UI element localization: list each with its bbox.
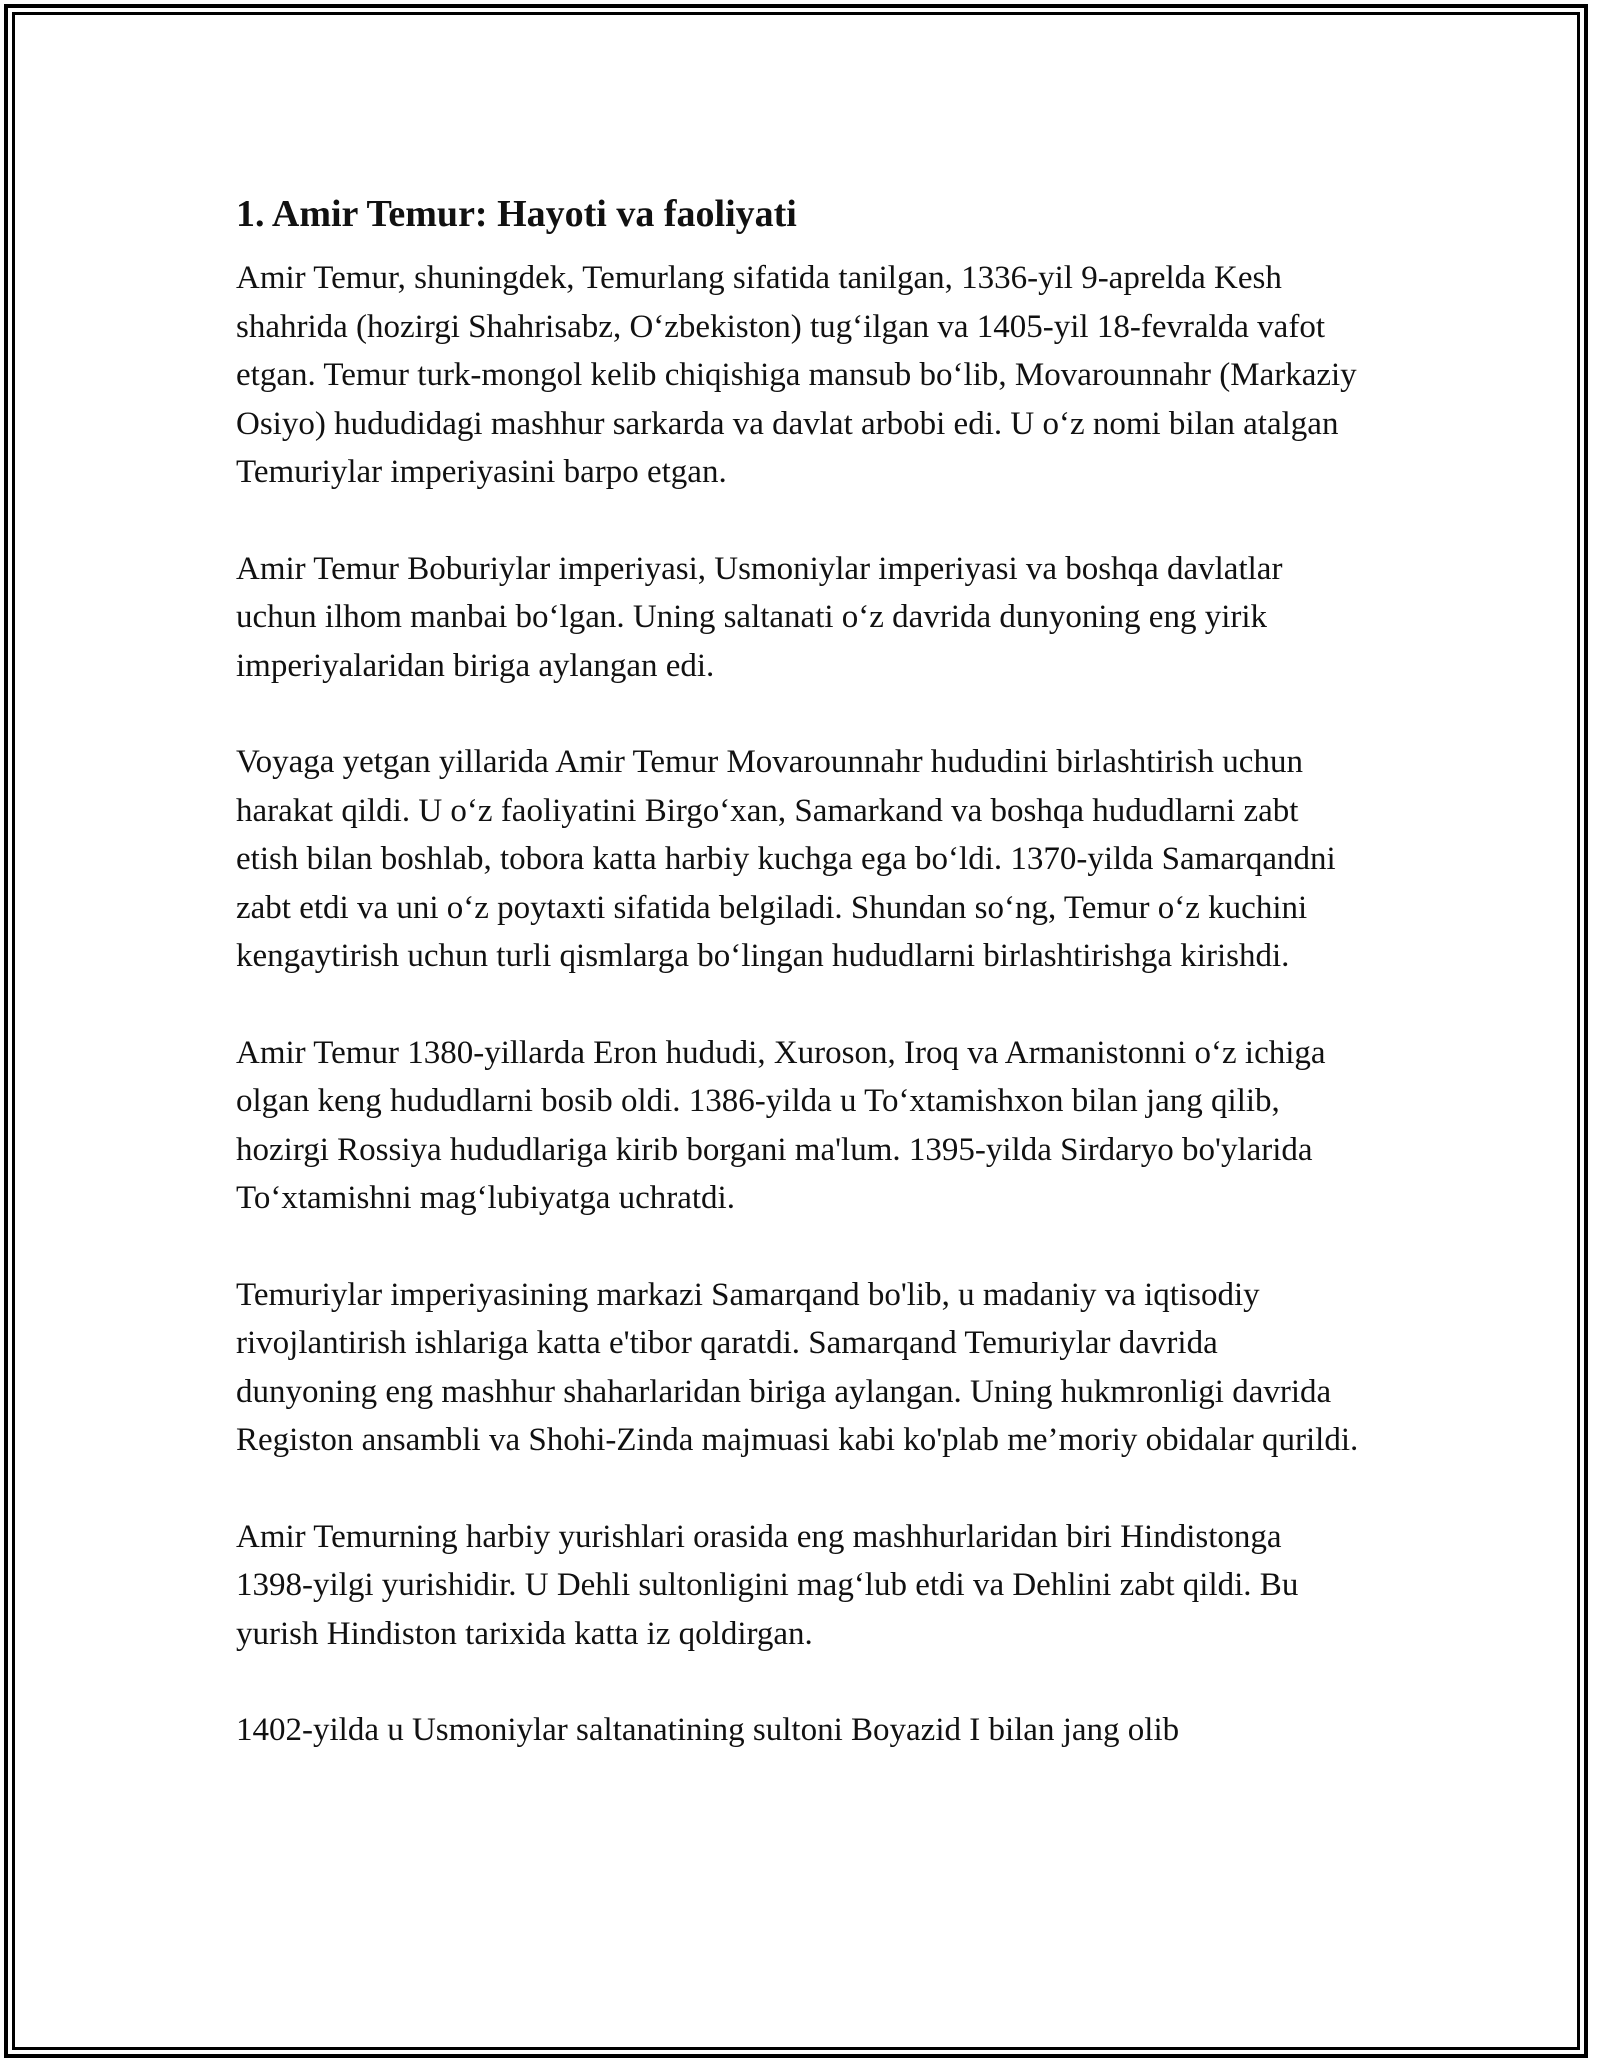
paragraph-ottoman-war: 1402-yilda u Usmoniylar saltanatining sultoni Boyazid I bilan jang olib [236,1712,1180,1748]
paragraph-india-campaign: Amir Temurning harbiy yurishlari orasida eng mashhurlaridan biri Hindistonga 1398-yilgi yurishidir. U Dehli sultonligini mag‘lub etdi va Dehlini zabt qildi. Bu yurish Hindiston tarixida katta iz qoldirgan. [236,1518,1299,1652]
paragraph-inspiration: Amir Temur Boburiylar imperiyasi, Usmoniylar imperiyasi va boshqa davlatlar uchun ilhom manbai bo‘lgan. Uning saltanati o‘z davrida dunyoning eng yirik imperiyalaridan biriga aylangan edi. [236,550,1283,684]
paragraph-samarqand: Temuriylar imperiyasining markazi Samarqand bo'lib, u madaniy va iqtisodiy rivojlantirish ishlariga katta e'tibor qaratdi. Samarqand Temuriylar davrida dunyoning eng mashhur shaharlaridan biriga aylangan. Uning hukmronligi davrida Registon ansambli va Shohi-Zinda majmuasi kabi ko'plab me’moriy obidalar qurildi. [236,1276,1359,1458]
document-body [236,188,1366,1803]
section-title: 1. Amir Temur: Hayoti va faoliyati [236,193,797,235]
paragraph-conquests: Amir Temur 1380-yillarda Eron hududi, Xuroson, Iroq va Armanistonni o‘z ichiga olgan keng hududlarni bosib oldi. 1386-yilda u To‘xtamishxon bilan jang qilib, hozirgi Rossiya hududlariga kirib borgani ma'lum. 1395-yilda Sirdaryo bo'ylarida To‘xtamishni mag‘lubiyatga uchratdi. [236,1034,1326,1216]
paragraph-early-life: Amir Temur, shuningdek, Temurlang sifatida tanilgan, 1336-yil 9-aprelda Kesh shahrida (hozirgi Shahrisabz, O‘zbekiston) tug‘ilgan va 1405-yil 18-fevralda vafot etgan. Temur turk-mongol kelib chiqishiga mansub bo‘lib, Movarounnahr (Markaziy Osiyo) hududidagi mashhur sarkarda va davlat arbobi edi. U o‘z nomi bilan atalgan Temuriylar imperiyasini barpo etgan. [236,260,1357,490]
paragraph-unification: Voyaga yetgan yillarida Amir Temur Movarounnahr hududini birlashtirish uchun harakat qildi. U o‘z faoliyatini Birgo‘xan, Samarkand va boshqa hududlarni zabt etish bilan boshlab, tobora katta harbiy kuchga ega bo‘ldi. 1370-yilda Samarqandni zabt etdi va uni o‘z poytaxti sifatida belgiladi. Shundan so‘ng, Temur o‘z kuchini kengaytirish uchun turli qismlarga bo‘lingan hududlarni birlashtirishga kirishdi. [236,744,1336,974]
